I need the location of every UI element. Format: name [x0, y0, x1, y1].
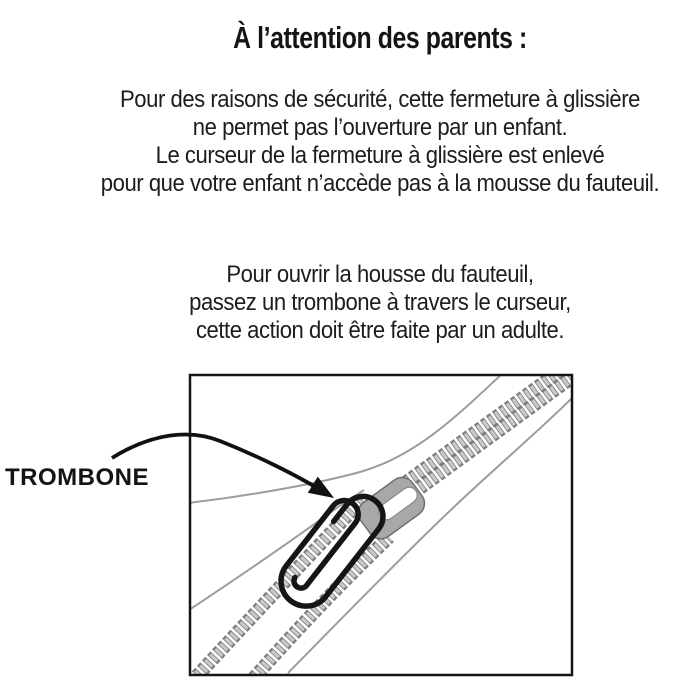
notice-line: Pour ouvrir la housse du fauteuil, — [226, 261, 534, 288]
notice-line: ne permet pas l’ouverture par un enfant. — [192, 114, 568, 141]
notice-line: passez un trombone à travers le curseur, — [189, 289, 571, 316]
notice-line: cette action doit être faite par un adulte. — [195, 317, 565, 344]
notice-line: Le curseur de la fermeture à glissière est enlevé — [155, 142, 605, 169]
zipper-diagram-svg — [0, 370, 700, 700]
trombone-label: TROMBONE — [5, 464, 149, 491]
zipper-teeth-row-right — [254, 537, 389, 678]
instruction-diagram — [0, 370, 700, 700]
notice-line: pour que votre enfant n’accède pas à la mousse du fauteuil. — [100, 170, 660, 197]
notice-line: Pour des raisons de sécurité, cette fermeture à glissière — [120, 86, 640, 113]
notice-paragraph-instructions — [58, 261, 700, 345]
trombone-callout-arrow — [112, 434, 322, 491]
notice-paragraph-security — [58, 86, 700, 198]
notice-title: À l’attention des parents : — [233, 20, 527, 55]
zipper-illustration — [188, 370, 586, 678]
